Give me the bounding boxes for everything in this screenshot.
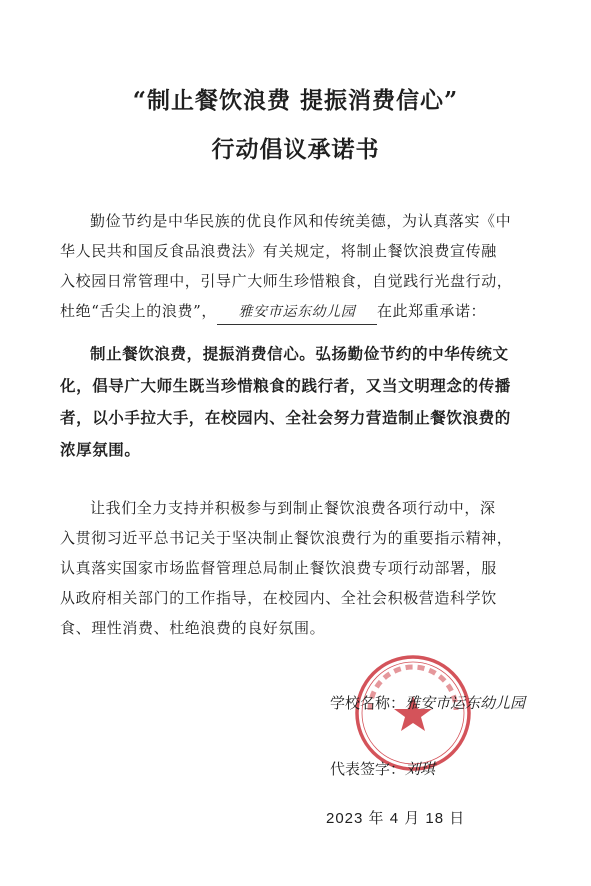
paragraph-line	[60, 296, 534, 326]
representative-signature: 刘琪	[405, 760, 436, 778]
paragraph-line: 制止餐饮浪费，提振消费信心。弘扬勤俭节约的中华传统文	[90, 344, 509, 363]
official-seal-stamp	[352, 652, 474, 774]
paragraph-line: 化，倡导广大师生既当珍惜粮食的践行者，又当文明理念的传播	[60, 376, 511, 395]
paragraph-2-bold	[60, 338, 534, 466]
paragraph-1	[60, 206, 534, 326]
paragraph-line: 勤俭节约是中华民族的优良作风和传统美德，为认真落实《中	[90, 212, 512, 230]
paragraph-line: 让我们全力支持并积极参与到制止餐饮浪费各项行动中，深	[90, 499, 496, 517]
paragraph-line: 者，以小手拉大手，在校园内、全社会努力营造制止餐饮浪费的	[60, 408, 511, 427]
paragraph-line: 从政府相关部门的工作指导，在校园内、全社会积极营造科学饮	[60, 589, 497, 607]
representative-signature-row	[330, 758, 435, 779]
signing-date: 2023 年 4 月 18 日	[326, 810, 466, 827]
paragraph-line: 浓厚氛围。	[60, 440, 141, 459]
title-line-1: “制止餐饮浪费 提振消费信心”	[132, 87, 459, 114]
school-name-handwritten: 雅安市运东幼儿园	[217, 300, 377, 325]
paragraph-line: 食、理性消费、杜绝浪费的良好氛围。	[60, 619, 326, 637]
school-signature-row	[330, 692, 525, 713]
paragraph-line: 华人民共和国反食品浪费法》有关规定，将制止餐饮浪费宣传融	[60, 242, 497, 260]
paragraph-line: 入贯彻习近平总书记关于坚决制止餐饮浪费行为的重要指示精神，	[60, 529, 513, 547]
school-label: 学校名称：	[330, 694, 406, 712]
paragraph-3	[60, 493, 534, 643]
paragraph-line: 认真落实国家市场监督管理总局制止餐饮浪费专项行动部署，服	[60, 559, 497, 577]
paragraph-line: 入校园日常管理中，引导广大师生珍惜粮食，自觉践行光盘行动，	[60, 272, 513, 290]
school-signature: 雅安市运东幼儿园	[405, 694, 526, 712]
representative-label: 代表签字：	[330, 760, 406, 778]
paragraph-text: 杜绝“舌尖上的浪费”，	[60, 302, 217, 320]
title-line-2: 行动倡议承诺书	[211, 136, 380, 163]
paragraph-text: 在此郑重承诺：	[376, 302, 487, 320]
